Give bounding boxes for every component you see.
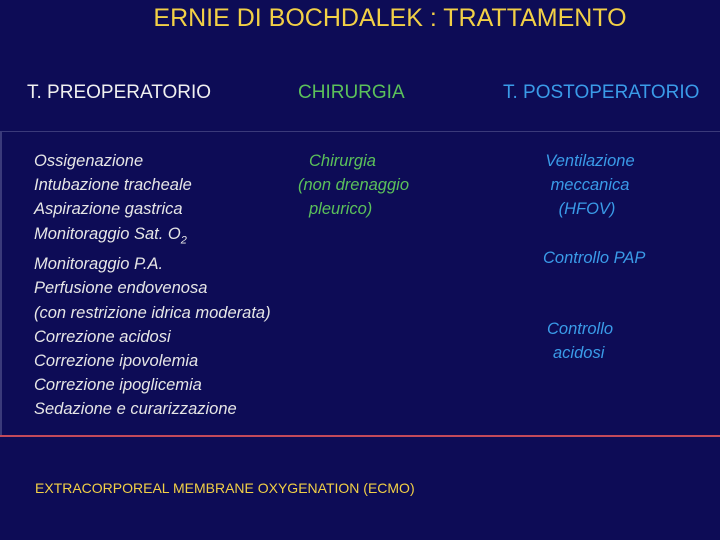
preop-list [34,149,271,422]
preop-item: Sedazione e curarizzazione [34,400,237,419]
surgery-line-3: pleurico) [309,200,373,218]
preop-item: Monitoraggio P.A. [34,255,164,274]
header-preoperatorio: T. PREOPERATORIO [27,82,212,103]
preop-item: Aspirazione gastrica [34,200,183,219]
postop-pap-control: Controllo PAP [543,249,646,267]
slide-title: ERNIE DI BOCHDALEK : TRATTAMENTO [153,4,627,32]
preop-item: (con restrizione idrica moderata) [34,303,271,322]
preop-item: Ossigenazione [34,152,144,170]
preop-item: Intubazione tracheale [34,176,192,195]
postop-ventilation-line-2: meccanica [550,176,630,194]
preop-item: Perfusione endovenosa [34,279,208,298]
header-chirurgia: CHIRURGIA [298,82,405,103]
preop-item: Correzione ipovolemia [34,351,199,370]
surgery-line-2: (non drenaggio [298,176,410,194]
postop-ventilation-line-1: Ventilazione [545,152,635,170]
preop-item: Correzione ipoglicemia [34,376,202,395]
ecmo-footer: EXTRACORPOREAL MEMBRANE OXYGENATION (ECMO) [35,480,415,496]
preop-item: Monitoraggio Sat. $O_2$ [34,224,187,246]
postop-acidosis-line-1: Controllo [547,320,614,338]
postop-ventilation-line-3: (HFOV) [558,200,616,218]
header-postoperatorio: T. POSTOPERATORIO [503,82,700,103]
surgery-line-1: Chirurgia [309,152,376,170]
postop-acidosis-line-2: acidosi [553,344,605,362]
preop-item: Correzione acidosi [34,327,171,346]
